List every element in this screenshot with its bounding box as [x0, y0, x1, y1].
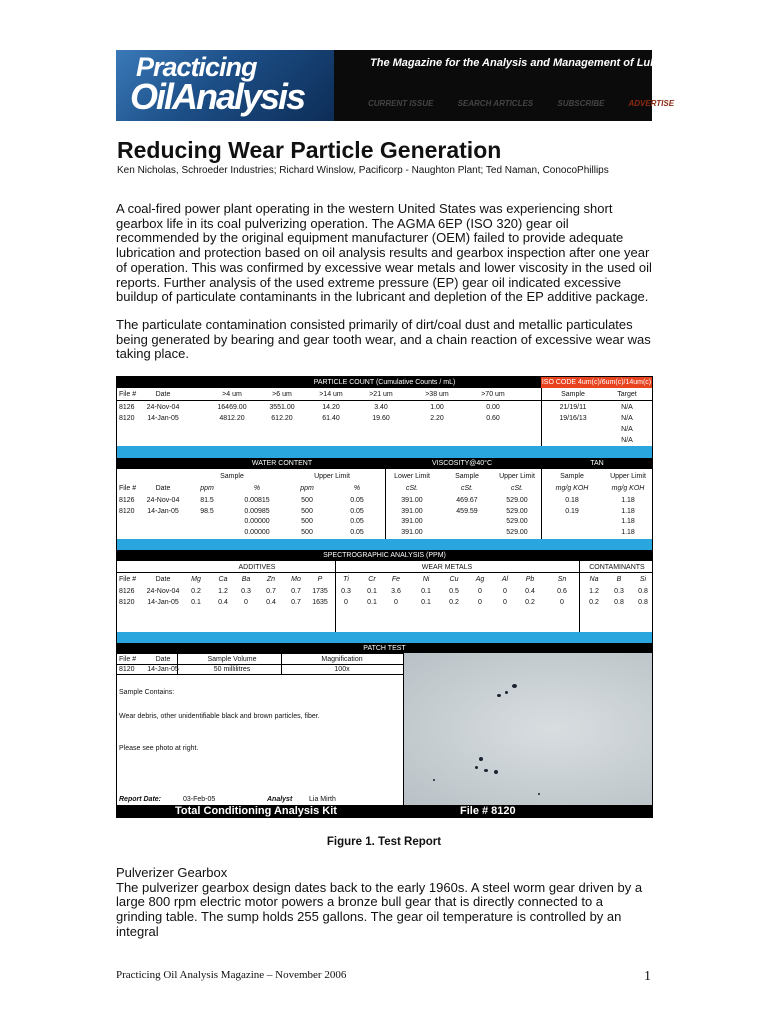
unit-header: mg/g KOH [611, 485, 645, 492]
cell: 14-Jan-05 [147, 666, 179, 673]
particle-col-6um: >6 um [272, 391, 292, 398]
contaminants-title: CONTAMINANTS [589, 564, 645, 571]
particle-col-70um: >70 um [481, 391, 505, 398]
cell: N/A [621, 404, 633, 411]
cell: 8126 [119, 588, 135, 595]
cell: 0.1 [421, 599, 431, 606]
sub-header: Upper Limit [610, 473, 646, 480]
cell: 24-Nov-04 [146, 588, 180, 595]
particle-col-38um: >38 um [425, 391, 449, 398]
cell: Sn [557, 576, 567, 583]
sub-header: Lower Limit [394, 473, 430, 480]
unit-header: ppm [200, 485, 214, 492]
cell: B [616, 576, 622, 583]
cell: Zn [266, 576, 276, 583]
cell: 0 [394, 599, 398, 606]
cell: 0.2 [589, 599, 599, 606]
cell: 14.20 [322, 404, 340, 411]
cell: 8120 [119, 415, 135, 422]
particle-col-file: File # [119, 391, 137, 398]
cell: Ni [422, 576, 430, 583]
particle-count-header: PARTICLE COUNT (Cumulative Counts / mL) [117, 377, 652, 388]
cell: 8120 [119, 507, 135, 515]
cell: 391.00 [401, 518, 423, 525]
water-content-title: WATER CONTENT [251, 460, 313, 467]
cell: 98.5 [200, 507, 214, 515]
cell: 529.00 [506, 507, 528, 515]
cell: 0.2 [191, 588, 201, 595]
section-heading: Pulverizer Gearbox [116, 865, 228, 880]
nav-subscribe[interactable]: SUBSCRIBE [557, 99, 605, 108]
cell: 500 [301, 497, 313, 504]
cell: 14-Jan-05 [147, 415, 179, 422]
cell: 0.7 [291, 599, 301, 606]
cell: 0 [244, 599, 248, 606]
cell: 1.2 [218, 588, 228, 595]
separator-band [117, 632, 652, 643]
sub-header: Upper Limit [314, 473, 350, 480]
patch-col-volume: Sample Volume [207, 656, 257, 663]
cell: 612.20 [271, 415, 293, 422]
cell: 0.00 [486, 404, 500, 411]
cell: 0.5 [449, 588, 459, 595]
cell: 8126 [119, 404, 135, 411]
cell: 0.7 [266, 588, 276, 595]
wear-metals-title: WEAR METALS [421, 564, 473, 571]
cell: 0 [503, 599, 507, 606]
unit-header: % [353, 485, 361, 492]
particle-col-4um: >4 um [222, 391, 242, 398]
particle-col-sample: Sample [561, 391, 585, 398]
cell: 1.18 [621, 518, 635, 525]
cell: 391.00 [401, 528, 423, 536]
article-title: Reducing Wear Particle Generation [117, 137, 502, 163]
cell: 0.05 [350, 497, 364, 504]
article-authors: Ken Nicholas, Schroeder Industries; Richard Winslow, Pacificorp - Naughton Plant; Ted Naman, ConocoPhillips [117, 165, 609, 176]
additives-title: ADDITIVES [238, 564, 276, 571]
cell: 2.20 [430, 415, 444, 422]
paragraph-1: A coal-fired power plant operating in the western United States was experiencing short gearbox life in its coal pulverizing operation. The AGMA 6EP (ISO 320) gear oil recommended by the original equipment manufacturer (OEM) failed to provide adequate lubrication and protection based on oil analysis results and gearbox inspection after one year of operation. This was confirmed by excessive wear metals and lower viscosity in the used oil reports. Further analysis of the used extreme pressure (EP) gear oil indicated excessive buildup of particulate contaminants in the lubricant and depletion of the EP additive package. [116, 201, 652, 305]
cell: 0.00985 [244, 507, 270, 515]
cell: 14-Jan-05 [147, 507, 179, 515]
cell: 0.18 [565, 497, 579, 504]
patch-col-date: Date [155, 656, 171, 663]
file-number: File # 8120 [460, 805, 516, 817]
unit-header: cSt. [460, 485, 474, 492]
cell: 0.2 [449, 599, 459, 606]
sub-header: Sample [560, 473, 584, 480]
cell: Ba [241, 576, 251, 583]
cell: 1635 [312, 599, 328, 606]
nav-current-issue[interactable]: CURRENT ISSUE [368, 99, 434, 108]
cell: 0.60 [486, 415, 500, 422]
logo-line2: OilAnalysis [130, 76, 305, 117]
spectrographic-header: SPECTROGRAPHIC ANALYSIS (PPM) [117, 550, 652, 561]
separator-band [117, 539, 652, 550]
tan-title: TAN [590, 460, 604, 467]
cell: 0.1 [191, 599, 201, 606]
sub-header: Sample [455, 473, 479, 480]
cell: 0 [503, 588, 507, 595]
cell: 3.40 [374, 404, 388, 411]
cell: 0.1 [367, 588, 377, 595]
cell: 0.05 [350, 518, 364, 525]
iso-code-header: ISO CODE 4um(c)/6um(c)/14um(c) [541, 379, 652, 386]
cell: 61.40 [322, 415, 340, 422]
cell: 21/19/11 [559, 404, 587, 411]
cell: 1.18 [621, 507, 635, 515]
target-extra: N/A [621, 426, 633, 433]
cell: 0.00000 [244, 528, 270, 536]
cell: 0.1 [421, 588, 431, 595]
cell: Ti [343, 576, 349, 583]
cell: 24-Nov-04 [146, 497, 180, 504]
cell: 0.3 [241, 588, 251, 595]
cell: N/A [621, 415, 633, 422]
cell: 0.4 [218, 599, 228, 606]
cell: 81.5 [200, 497, 214, 504]
cell: 0.6 [557, 588, 567, 595]
cell: 529.00 [506, 528, 528, 536]
cell: 1.18 [621, 497, 635, 504]
patch-col-file: File # [119, 656, 137, 663]
divider [117, 674, 404, 675]
cell: Si [639, 576, 647, 583]
cell: 529.00 [506, 518, 528, 525]
cell: 3551.00 [269, 404, 295, 411]
divider [117, 400, 652, 401]
separator-band [117, 446, 652, 458]
cell: 500 [301, 507, 313, 515]
cell: 24-Nov-04 [146, 404, 180, 411]
nav-advertise[interactable]: ADVERTISE [628, 99, 675, 108]
magazine-logo[interactable] [116, 50, 334, 121]
cell: 459.59 [456, 507, 478, 515]
cell: Fe [391, 576, 401, 583]
sub-header: Sample [220, 473, 244, 480]
cell: 3.6 [391, 588, 401, 595]
unit-header: cSt. [405, 485, 419, 492]
magazine-tagline: The Magazine for the Analysis and Management of Lubricants [370, 57, 693, 69]
logo-line1: Practicing [136, 52, 257, 82]
cell: Al [501, 576, 509, 583]
cell: 14-Jan-05 [147, 599, 179, 606]
cell: 0.8 [638, 599, 648, 606]
cell: 0.8 [614, 599, 624, 606]
unit-header: File # [119, 485, 137, 492]
cell: 16469.00 [217, 404, 247, 411]
unit-header: Date [155, 485, 171, 492]
figure-caption: Figure 1. Test Report [326, 836, 442, 848]
banner-nav [368, 99, 696, 109]
cell: 0 [344, 599, 348, 606]
cell: Cr [368, 576, 376, 583]
see-photo-note: Please see photo at right. [119, 745, 199, 752]
page-footer: Practicing Oil Analysis Magazine – November 2006 [116, 969, 347, 981]
patch-test-header: PATCH TEST [117, 643, 652, 654]
cell: 1.18 [621, 528, 635, 536]
divider [117, 572, 652, 573]
cell: Pb [525, 576, 535, 583]
unit-header: mg/g KOH [555, 485, 589, 492]
sub-header: Upper Limit [499, 473, 535, 480]
divider [281, 654, 282, 674]
cell: 0.00815 [244, 497, 270, 504]
cell: 0.8 [638, 588, 648, 595]
test-report-figure [116, 376, 653, 818]
cell: Ca [218, 576, 228, 583]
cell: 0.3 [614, 588, 624, 595]
unit-header: cSt. [510, 485, 524, 492]
page-number: 1 [644, 969, 651, 984]
patch-test-photo [404, 653, 652, 805]
sample-contains-label: Sample Contains: [119, 689, 175, 696]
paragraph-3-text: The pulverizer gearbox design dates back to the early 1960s. A steel worm gear driven by a large 800 rpm electric motor powers a bronze bull gear that is directly connected to a grinding table. The sump holds 255 gallons. The gear oil temperature is controlled by an integral [116, 879, 643, 939]
cell: 391.00 [401, 507, 423, 515]
cell: 0.00000 [244, 518, 270, 525]
paragraph-3 [116, 866, 652, 940]
cell: 500 [301, 518, 313, 525]
nav-search-articles[interactable]: SEARCH ARTICLES [457, 99, 534, 108]
cell: 500 [301, 528, 313, 536]
divider [385, 469, 386, 539]
cell: 50 millilitres [213, 666, 251, 673]
cell: 100x [334, 666, 350, 673]
cell: 8120 [119, 599, 135, 606]
magazine-banner [116, 50, 693, 121]
cell: 1735 [312, 588, 328, 595]
cell: Date [155, 576, 171, 583]
analyst-label: Analyst [267, 796, 293, 803]
unit-header: ppm [300, 485, 314, 492]
cell: 8126 [119, 497, 135, 504]
cell: 19/16/13 [559, 415, 587, 422]
cell: File # [119, 576, 137, 583]
cell: 469.67 [456, 497, 478, 504]
cell: 4812.20 [219, 415, 245, 422]
cell: 0.2 [525, 599, 535, 606]
cell: Mo [291, 576, 301, 583]
target-extra: N/A [621, 437, 633, 444]
cell: 529.00 [506, 497, 528, 504]
cell: 0.4 [266, 599, 276, 606]
paragraph-2: The particulate contamination consisted primarily of dirt/coal dust and metallic particulates being generated by bearing and gear tooth wear, and a chain reaction of excessive wear was taking place. [116, 317, 651, 362]
report-footer-bar [117, 805, 652, 817]
kit-name: Total Conditioning Analysis Kit [175, 805, 337, 817]
cell: 0.05 [350, 528, 364, 536]
cell: Mg [191, 576, 201, 583]
particle-col-date: Date [155, 391, 171, 398]
cell: 1.2 [589, 588, 599, 595]
viscosity-title: VISCOSITY@40°C [431, 460, 493, 467]
cell: 19.60 [372, 415, 390, 422]
wear-debris-note: Wear debris, other unidentifiable black and brown particles, fiber. [119, 713, 320, 720]
cell: 8120 [119, 666, 135, 673]
divider [541, 388, 542, 446]
cell: 0.3 [341, 588, 351, 595]
unit-header: % [253, 485, 261, 492]
cell: 1.00 [430, 404, 444, 411]
patch-col-magnification: Magnification [321, 656, 363, 663]
cell: 0.05 [350, 507, 364, 515]
analyst-name: Lia Mirth [309, 796, 336, 803]
cell: Ag [475, 576, 485, 583]
particle-col-14um: >14 um [319, 391, 343, 398]
cell: P [317, 576, 323, 583]
particle-col-target: Target [617, 391, 637, 398]
cell: 391.00 [401, 497, 423, 504]
cell: 0 [560, 599, 564, 606]
cell: 0.1 [367, 599, 377, 606]
cell: Na [589, 576, 599, 583]
particle-col-21um: >21 um [369, 391, 393, 398]
report-date: 03-Feb-05 [183, 796, 216, 803]
cell: Cu [449, 576, 459, 583]
cell: 0.19 [565, 507, 579, 515]
cell: 0.7 [291, 588, 301, 595]
cell: 0 [478, 599, 482, 606]
cell: 0 [478, 588, 482, 595]
report-date-label: Report Date: [119, 796, 162, 803]
cell: 0.4 [525, 588, 535, 595]
